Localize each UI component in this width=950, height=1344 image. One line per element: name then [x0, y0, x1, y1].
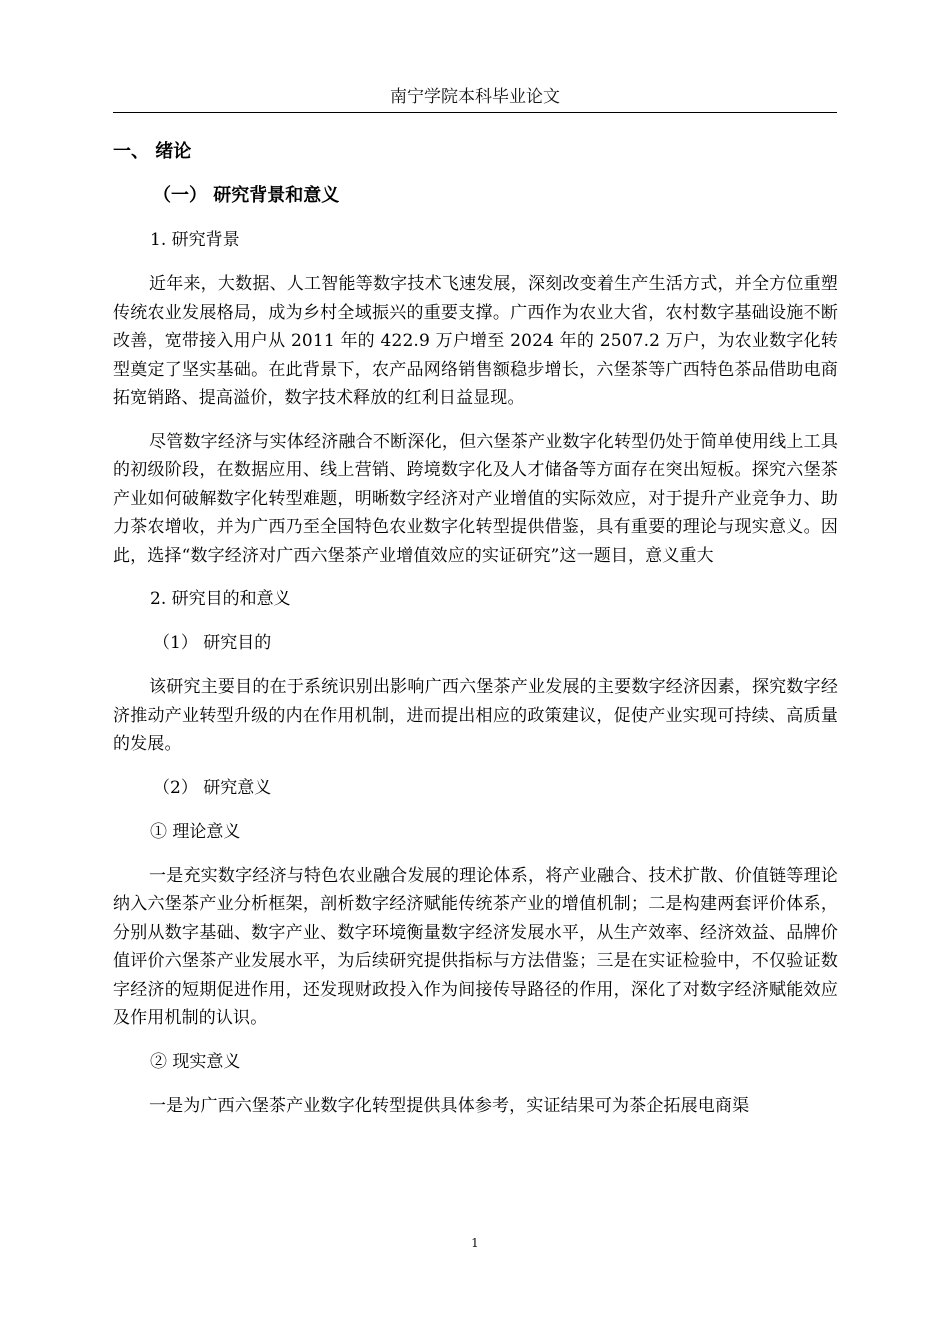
paragraph-background-2: 尽管数字经济与实体经济融合不断深化，但六堡茶产业数字化转型仍处于简单使用线上工具的初级阶段，在数据应用、线上营销、跨境数字化及人才储备等方面存在突出短板。探究六堡茶产业如何破解数字化转型难题，明晰数字经济对产业增值的实际效应，对于提升产业竞争力、助力茶农增收，并为广西乃至全国特色农业数字化转型提供借鉴，具有重要的理论与现实意义。因此，选择“数字经济对广西六堡茶产业增值效应的实证研究”这一题目，意义重大: [113, 431, 838, 566]
subsection-heading-background: 1. 研究背景: [150, 230, 240, 250]
paragraph-theory-meaning: 一是充实数字经济与特色农业融合发展的理论体系，将产业融合、技术扩散、价值链等理论纳入六堡茶产业分析框架，剖析数字经济赋能传统茶产业的增值机制；二是构建两套评价体系，分别从数字基础、数字产业、数字环境衡量数字经济发展水平，从生产效率、经济效益、品牌价值评价六堡茶产业发展水平，为后续研究提供指标与方法借鉴；三是在实证检验中，不仅验证数字经济的短期促进作用，还发现财政投入作为间接传导路径的作用，深化了对数字经济赋能效应及作用机制的认识。: [113, 865, 838, 1028]
heading-theory-meaning: ① 理论意义: [150, 821, 241, 842]
paragraph-practice-meaning: 一是为广西六堡茶产业数字化转型提供具体参考，实证结果可为茶企拓展电商渠: [149, 1095, 750, 1116]
heading-research-goal: （1） 研究目的: [153, 633, 272, 653]
heading-research-meaning: （2） 研究意义: [153, 777, 272, 798]
subsection-heading-purpose: 2. 研究目的和意义: [150, 589, 291, 609]
paragraph-background-1: 近年来，大数据、人工智能等数字技术飞速发展，深刻改变着生产生活方式，并全方位重塑传统农业发展格局，成为乡村全域振兴的重要支撑。广西作为农业大省，农村数字基础设施不断改善，宽带接入用户从 2011 年的 422.9 万户增至 2024 年的 2507.2 万户，为农业数字化转型奠定了坚实基础。在此背景下，农产品网络销售额稳步增长，六堡茶等广西特色茶品借助电商拓宽销路、提高溢价，数字技术释放的红利日益显现。: [113, 274, 838, 408]
chapter-heading: 一、 绪论: [113, 141, 192, 162]
header-rule: [113, 112, 837, 113]
heading-practice-meaning: ② 现实意义: [150, 1051, 241, 1072]
main-content: [113, 138, 838, 1135]
running-header: 南宁学院本科毕业论文: [390, 87, 560, 107]
section-heading: （一） 研究背景和意义: [153, 185, 340, 206]
page-number: 1: [471, 1236, 479, 1250]
paragraph-research-goal: 该研究主要目的在于系统识别出影响广西六堡茶产业发展的主要数字经济因素，探究数字经济推动产业转型升级的内在作用机制，进而提出相应的政策建议，促使产业实现可持续、高质量的发展。: [113, 677, 838, 754]
